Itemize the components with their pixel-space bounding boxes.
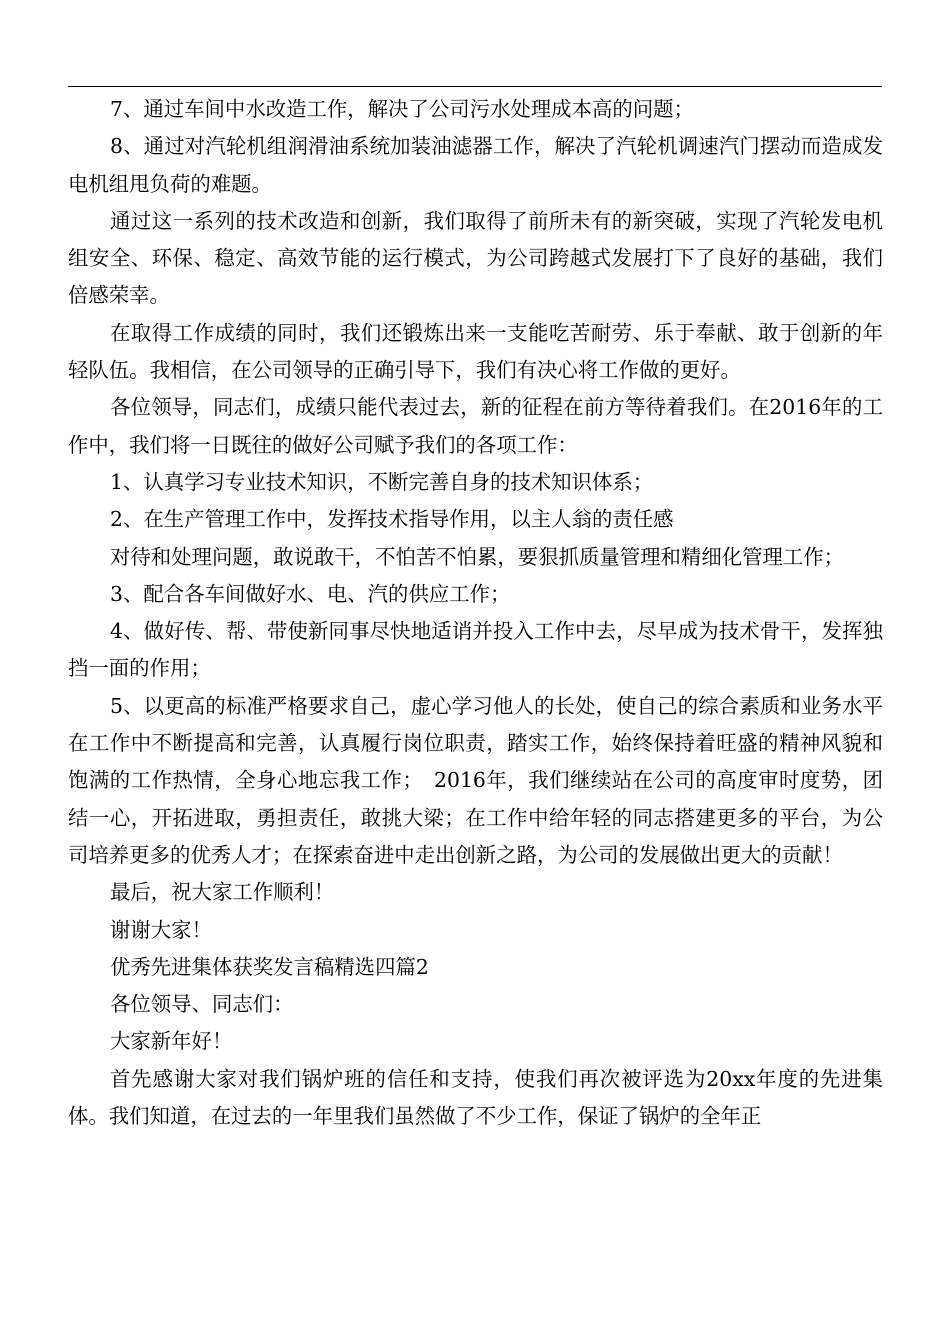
paragraph-plan-4: 4、做好传、帮、带使新同事尽快地适诮并投入工作中去，尽早成为技术骨干，发挥独挡一面的作用； — [68, 619, 883, 681]
paragraph-achievements: 通过这一系列的技术改造和创新，我们取得了前所未有的新突破，实现了汽轮发电机组安全、环保、稳定、高效节能的运行模式，为公司跨越式发展打下了良好的基础，我们倍感荣幸。 — [68, 208, 883, 308]
paragraph-outlook: 各位领导，同志们，成绩只能代表过去，新的征程在前方等待着我们。在2016年的工作中，我们将一日既往的做好公司赋予我们的各项工作： — [68, 395, 883, 457]
paragraph-item-7: 7、通过车间中水改造工作，解决了公司污水处理成本高的问题； — [110, 97, 694, 121]
header-rule — [68, 86, 882, 87]
paragraph-plan-3: 3、配合各车间做好水、电、汽的供应工作； — [110, 581, 511, 606]
paragraph-team: 在取得工作成绩的同时，我们还锻炼出来一支能吃苦耐劳、乐于奉献、敢于创新的年轻队伍。我相信，在公司领导的正确引导下，我们有决心将工作做的更好。 — [68, 320, 883, 383]
paragraph-item-8: 8、通过对汽轮机组润滑油系统加装油滤器工作，解决了汽轮机调速汽门摆动而造成发电机组甩负荷的难题。 — [68, 134, 883, 196]
paragraph-closing-wishes: 最后，祝大家工作顺利！ — [110, 880, 335, 905]
paragraph-plan-2-continued: 对待和处理问题，敢说敢干，不怕苦不怕累，要狠抓质量管理和精细化管理工作； — [110, 544, 845, 569]
paragraph-salutation: 各位领导、同志们： — [110, 992, 294, 1017]
paragraph-thanks: 谢谢大家！ — [110, 917, 212, 942]
paragraph-plan-1: 1、认真学习专业技术知识，不断完善自身的技术知识体系； — [110, 469, 654, 494]
paragraph-opening: 首先感谢大家对我们锅炉班的信任和支持，使我们再次被评选为20xx年度的先进集体。我们知道，在过去的一年里我们虽然做了不少工作，保证了锅炉的全年正 — [68, 1066, 883, 1129]
paragraph-plan-5: 5、以更高的标准严格要求自己，虚心学习他人的长处，使自己的综合素质和业务水平在工作中不断提高和完善，认真履行岗位职责，踏实工作，始终保持着旺盛的精神风貌和饱满的工作热情，全身心地忘我工作； 2016年，我们继续站在公司的高度审时度势，团结一心，开拓进取，勇担责任，敢挑大梁；在工作中给年轻的同志搭建更多的平台，为公司培养更多的优秀人才；在探索奋进中走出创新之路，为公司的发展做出更大的贡献！ — [68, 693, 883, 867]
section-heading: 优秀先进集体获奖发言稿精选四篇2 — [110, 954, 429, 979]
paragraph-greeting: 大家新年好！ — [110, 1029, 233, 1054]
document-body — [68, 91, 883, 1135]
paragraph-plan-2: 2、在生产管理工作中，发挥技术指导作用，以主人翁的责任感 — [110, 507, 674, 532]
